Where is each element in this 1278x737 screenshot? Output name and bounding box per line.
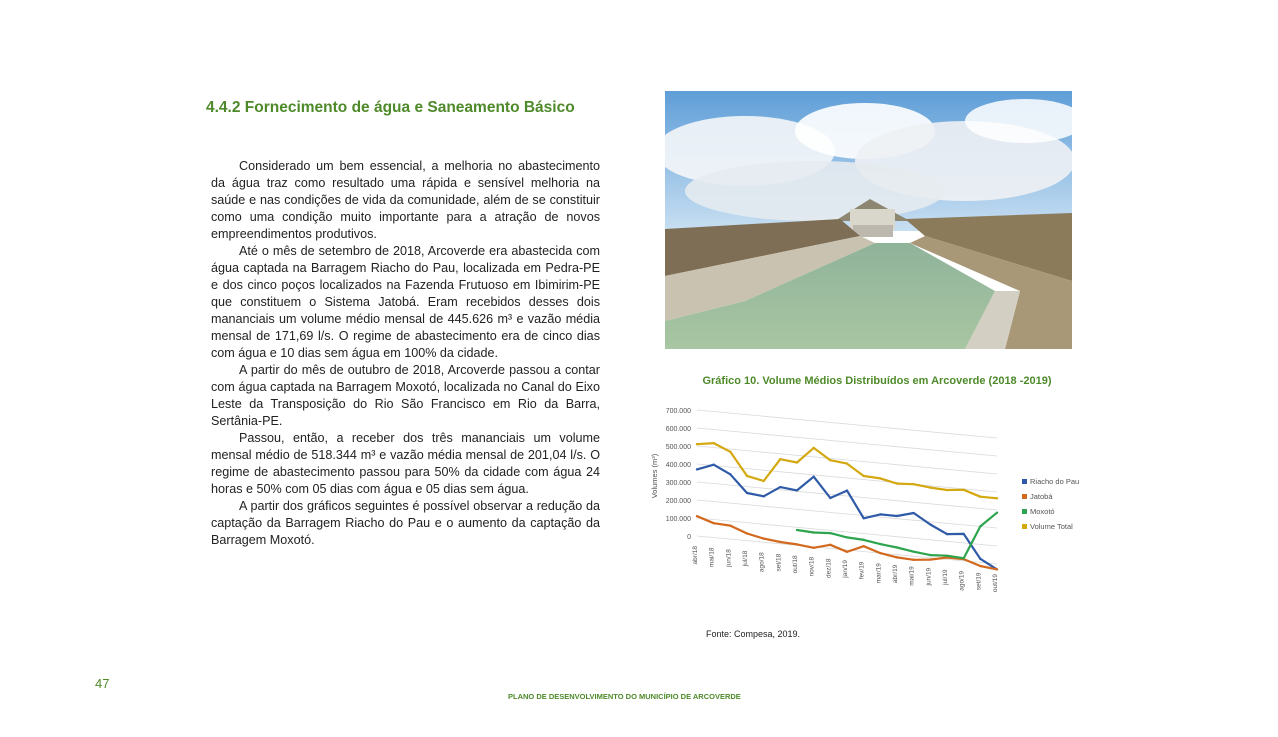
- x-tick-label: out/18: [792, 555, 799, 574]
- legend-label: Moxotó: [1030, 507, 1055, 516]
- legend-item: [1022, 519, 1079, 534]
- chart-caption: Gráfico 10. Volume Médios Distribuídos em Arcoverde (2018 -2019): [702, 375, 1052, 387]
- x-tick-label: jun/19: [925, 567, 933, 586]
- x-tick-label: jan/19: [842, 560, 849, 578]
- paragraph: A partir dos gráficos seguintes é possível observar a redução da captação da Barragem Riacho do Pau e o aumento da captação da Barragem Moxotó.: [211, 499, 600, 547]
- data-point: [796, 461, 798, 463]
- x-tick-label: set/18: [775, 553, 783, 572]
- x-tick-label: ago/18: [758, 552, 766, 573]
- x-tick-label: mai/19: [908, 566, 916, 586]
- x-tick-label: abr/19: [892, 564, 899, 584]
- legend-swatch: [1022, 509, 1027, 514]
- data-point: [746, 492, 748, 494]
- paragraph: Até o mês de setembro de 2018, Arcoverde era abastecida com água captada na Barragem Riacho do Pau, localizada em Pedra-PE e dos cinco poços localizados na Fazenda Frutuoso em Ibimirim-PE que constituem o Sistema Jatobá. Eram recebidos desses dois mananciais um volume médio mensal de 445.626 m³ e vazão média mensal de 171,69 l/s. O regime de abastecimento era de cinco dias com água e 10 dias sem água em 100% da cidade.: [211, 244, 600, 360]
- legend-label: Riacho do Pau: [1030, 477, 1080, 486]
- legend-item: [1022, 489, 1079, 504]
- data-point: [779, 541, 781, 543]
- data-point: [896, 546, 898, 548]
- x-tick-label: mai/18: [708, 547, 716, 568]
- series-line: [797, 513, 997, 559]
- y-tick-label: 700.000: [665, 408, 691, 415]
- data-point: [812, 475, 814, 477]
- data-point: [879, 477, 881, 479]
- data-point: [929, 523, 931, 525]
- data-point: [946, 555, 948, 557]
- y-tick-label: 0: [687, 534, 691, 541]
- y-tick-label: 600.000: [665, 426, 691, 433]
- data-point: [729, 524, 731, 526]
- data-point: [779, 458, 781, 460]
- data-point: [762, 537, 764, 539]
- data-point: [829, 459, 831, 461]
- data-point: [912, 483, 914, 485]
- paragraph: Passou, então, a receber dos três mananciais um volume mensal médio de 518.344 m³ e vazão média mensal de 201,04 l/s. O regime de abastecimento passou para 50% da cidade com água 24 horas e 50% com 05 dias com água e 05 dias sem água.: [211, 431, 600, 496]
- gridline: [697, 500, 997, 528]
- source-note: Fonte: Compesa, 2019.: [706, 629, 801, 639]
- data-point: [996, 568, 998, 570]
- data-point: [996, 497, 998, 499]
- data-point: [812, 547, 814, 549]
- data-point: [779, 486, 781, 488]
- data-point: [696, 468, 698, 470]
- x-tick-label: abr/18: [692, 546, 699, 565]
- data-point: [929, 558, 931, 560]
- data-point: [696, 515, 698, 517]
- x-tick-label: jul/19: [942, 569, 949, 585]
- x-tick-label: dez/18: [825, 558, 833, 578]
- data-point: [912, 512, 914, 514]
- data-point: [712, 522, 714, 524]
- x-tick-label: mar/19: [875, 563, 883, 584]
- paragraph: Considerado um bem essencial, a melhoria no abastecimento da água traz como resultado uma rápida e sensível melhoria na saúde e nas condições de vida da comunidade, além de se constituir como uma condição muito importante para a atração de novos empreendimentos produtivos.: [211, 159, 600, 241]
- data-point: [896, 482, 898, 484]
- data-point: [912, 551, 914, 553]
- y-axis-label: Volumes (m³): [650, 453, 659, 499]
- page-number: 47: [95, 676, 110, 691]
- x-tick-label: set/19: [975, 572, 983, 591]
- data-point: [996, 512, 998, 514]
- data-point: [846, 551, 848, 553]
- body-text: [211, 158, 600, 549]
- data-point: [896, 556, 898, 558]
- x-tick-label: ago/19: [958, 570, 966, 591]
- data-point: [946, 533, 948, 535]
- data-point: [862, 475, 864, 477]
- volume-line-chart: [645, 398, 1085, 608]
- data-point: [946, 489, 948, 491]
- data-point: [979, 525, 981, 527]
- footer-title: PLANO DE DESENVOLVIMENTO DO MUNICÍPIO DE ARCOVERDE: [508, 692, 741, 701]
- data-point: [829, 497, 831, 499]
- data-point: [829, 532, 831, 534]
- gridline: [697, 428, 997, 456]
- data-point: [829, 544, 831, 546]
- chart-legend: [1022, 474, 1079, 534]
- legend-label: Jatobá: [1030, 492, 1053, 501]
- data-point: [796, 489, 798, 491]
- x-tick-label: fev/19: [858, 561, 866, 580]
- data-point: [879, 552, 881, 554]
- legend-swatch: [1022, 494, 1027, 499]
- data-point: [929, 554, 931, 556]
- data-point: [846, 462, 848, 464]
- data-point: [962, 557, 964, 559]
- y-tick-label: 300.000: [665, 480, 691, 487]
- x-tick-label: jun/18: [725, 549, 733, 567]
- legend-swatch: [1022, 524, 1027, 529]
- section-heading: 4.4.2 Fornecimento de água e Saneamento Básico: [206, 99, 575, 116]
- data-point: [712, 442, 714, 444]
- data-point: [862, 517, 864, 519]
- y-tick-label: 200.000: [665, 498, 691, 505]
- data-point: [712, 463, 714, 465]
- data-point: [862, 539, 864, 541]
- data-point: [746, 475, 748, 477]
- gridline: [697, 410, 997, 438]
- data-point: [896, 515, 898, 517]
- data-point: [979, 496, 981, 498]
- data-point: [979, 565, 981, 567]
- data-point: [962, 533, 964, 535]
- legend-item: [1022, 504, 1079, 519]
- data-point: [796, 529, 798, 531]
- data-point: [862, 545, 864, 547]
- y-tick-label: 500.000: [665, 444, 691, 451]
- data-point: [696, 443, 698, 445]
- data-point: [729, 473, 731, 475]
- paragraph: A partir do mês de outubro de 2018, Arcoverde passou a contar com água captada na Barragem Moxotó, localizada no Canal do Eixo Leste da Transposição do Rio São Francisco em Rio da Barra, Sertânia-PE.: [211, 363, 600, 428]
- x-tick-label: out/19: [992, 574, 999, 593]
- data-point: [979, 558, 981, 560]
- data-point: [846, 489, 848, 491]
- data-point: [762, 480, 764, 482]
- x-tick-label: nov/18: [808, 556, 816, 577]
- reservoir-canal-photo: [665, 91, 1072, 349]
- x-tick-label: jul/18: [742, 550, 749, 567]
- data-point: [879, 543, 881, 545]
- data-point: [929, 486, 931, 488]
- legend-label: Volume Total: [1030, 522, 1073, 531]
- data-point: [812, 447, 814, 449]
- y-tick-label: 400.000: [665, 462, 691, 469]
- data-point: [746, 532, 748, 534]
- data-point: [912, 559, 914, 561]
- legend-swatch: [1022, 479, 1027, 484]
- legend-item: [1022, 474, 1079, 489]
- data-point: [762, 495, 764, 497]
- y-tick-label: 100.000: [665, 516, 691, 523]
- data-point: [879, 513, 881, 515]
- data-point: [846, 536, 848, 538]
- data-point: [812, 531, 814, 533]
- data-point: [962, 489, 964, 491]
- data-point: [796, 543, 798, 545]
- data-point: [729, 451, 731, 453]
